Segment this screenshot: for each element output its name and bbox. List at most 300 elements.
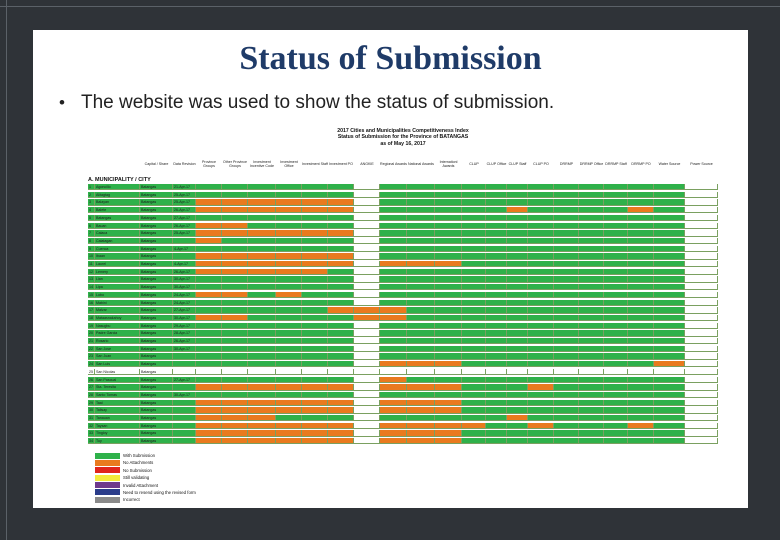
table-cell: 31 [89, 416, 93, 420]
table-cell: 24-Apr-17 [173, 292, 196, 298]
status-cell [276, 284, 302, 290]
status-cell [604, 207, 628, 213]
status-cell [276, 238, 302, 244]
column-header: CLUP PO [533, 161, 549, 166]
table-cell: Batangas [140, 192, 173, 198]
column-header: Capital / Share [144, 161, 169, 166]
status-cell [554, 330, 579, 336]
status-cell [685, 353, 718, 359]
status-cell [276, 438, 302, 444]
status-cell [248, 384, 276, 390]
status-cell [528, 192, 554, 198]
status-cell [435, 292, 462, 298]
status-cell [380, 292, 407, 298]
status-cell [528, 315, 554, 321]
status-cell [248, 346, 276, 352]
status-cell [685, 223, 718, 229]
status-cell [486, 415, 507, 421]
status-cell [302, 246, 328, 252]
status-cell [654, 230, 685, 236]
status-cell [528, 292, 554, 298]
status-cell [604, 307, 628, 313]
table-cell: 12 [89, 269, 93, 274]
table-cell: Ibaan [95, 253, 140, 259]
status-cell [328, 438, 354, 444]
column-header: Water Source [658, 161, 681, 166]
table-row [88, 269, 718, 275]
status-cell [248, 307, 276, 313]
status-cell [554, 300, 579, 306]
column-header: DRRMP Staff [605, 161, 627, 166]
status-cell [328, 223, 354, 229]
status-cell [554, 292, 579, 298]
table-cell: Batangas [140, 261, 173, 267]
status-cell [654, 361, 685, 367]
status-cell [604, 369, 628, 375]
status-cell [248, 438, 276, 444]
status-cell [328, 338, 354, 344]
status-cell [435, 377, 462, 383]
status-cell [328, 199, 354, 205]
status-cell [486, 246, 507, 252]
table-cell: 16 [89, 300, 93, 305]
status-cell [685, 315, 718, 321]
status-cell [196, 323, 222, 329]
status-cell [654, 407, 685, 413]
status-cell [604, 384, 628, 390]
status-cell [407, 377, 435, 383]
table-cell: Batangas [140, 230, 173, 236]
table-row [88, 377, 718, 383]
status-cell [528, 276, 554, 282]
status-cell [248, 253, 276, 259]
table-cell: 18 [89, 315, 93, 320]
status-cell [302, 392, 328, 398]
status-cell [604, 323, 628, 329]
status-cell [628, 330, 654, 336]
status-cell [507, 269, 528, 275]
table-cell: Batangas [140, 423, 173, 429]
status-cell [380, 400, 407, 406]
column-header: National Awards [408, 161, 434, 166]
table-cell: 24 [89, 362, 93, 367]
column-header: CLUP [469, 161, 479, 166]
status-cell [328, 346, 354, 352]
status-cell [222, 353, 248, 359]
status-cell [528, 338, 554, 344]
bullet-text: The website was used to show the status of submission. [81, 92, 555, 113]
status-cell [462, 207, 486, 213]
status-cell [222, 407, 248, 413]
table-cell: 28-Apr-17 [173, 330, 196, 336]
status-cell [354, 338, 380, 344]
status-cell [462, 330, 486, 336]
status-cell [507, 438, 528, 444]
status-cell [196, 238, 222, 244]
status-cell [628, 230, 654, 236]
status-cell [380, 353, 407, 359]
status-cell [196, 377, 222, 383]
table-cell: Mataasnakahoy [95, 315, 140, 321]
status-cell [628, 438, 654, 444]
status-cell [196, 400, 222, 406]
status-cell [435, 307, 462, 313]
status-cell [407, 423, 435, 429]
status-cell [354, 384, 380, 390]
table-cell: Lipa [95, 284, 140, 290]
status-cell [276, 199, 302, 205]
table-row [88, 330, 718, 336]
status-cell [196, 223, 222, 229]
table-row [88, 199, 718, 205]
status-cell [654, 215, 685, 221]
status-cell [628, 292, 654, 298]
table-cell: 30-Apr-17 [173, 276, 196, 282]
table-cell: 25-Apr-17 [173, 192, 196, 198]
table-cell: Lobo [95, 292, 140, 298]
status-cell [685, 346, 718, 352]
status-cell [486, 369, 507, 375]
table-cell: Batangas [140, 199, 173, 205]
status-cell [554, 223, 579, 229]
table-row [88, 230, 718, 236]
status-cell [354, 415, 380, 421]
status-cell [380, 199, 407, 205]
status-cell [276, 415, 302, 421]
table-cell: Batangas [140, 377, 173, 383]
status-cell [222, 284, 248, 290]
status-cell [380, 323, 407, 329]
legend-label: Invalid Attachment [123, 482, 159, 488]
status-cell [604, 346, 628, 352]
table-cell: Padre Garcia [95, 330, 140, 336]
status-cell [507, 184, 528, 190]
status-cell [196, 430, 222, 436]
status-cell [462, 338, 486, 344]
table-cell: Batangas [140, 269, 173, 275]
status-cell [685, 292, 718, 298]
status-cell [579, 269, 604, 275]
status-cell [276, 377, 302, 383]
status-cell [407, 207, 435, 213]
status-cell [528, 330, 554, 336]
status-cell [528, 438, 554, 444]
status-cell [435, 400, 462, 406]
status-cell [462, 292, 486, 298]
status-cell [196, 246, 222, 252]
legend-item [95, 467, 255, 474]
column-header: Province Groups [202, 159, 216, 168]
status-cell [604, 192, 628, 198]
table-cell: 28 [89, 392, 93, 397]
status-cell [462, 377, 486, 383]
status-cell [222, 415, 248, 421]
table-cell: Batangas [140, 215, 173, 221]
status-cell [302, 276, 328, 282]
status-cell [380, 384, 407, 390]
status-cell [604, 253, 628, 259]
status-cell [380, 276, 407, 282]
status-cell [462, 392, 486, 398]
status-cell [486, 207, 507, 213]
status-cell [528, 230, 554, 236]
status-cell [579, 284, 604, 290]
status-cell [435, 346, 462, 352]
status-cell [486, 269, 507, 275]
status-cell [528, 369, 554, 375]
status-cell [196, 269, 222, 275]
status-cell [685, 253, 718, 259]
status-cell [579, 392, 604, 398]
status-cell [528, 238, 554, 244]
table-cell: Batangas [140, 338, 173, 344]
status-cell [507, 246, 528, 252]
status-cell [435, 407, 462, 413]
status-cell [685, 392, 718, 398]
status-cell [507, 300, 528, 306]
status-cell [507, 284, 528, 290]
status-cell [685, 384, 718, 390]
spreadsheet-image [88, 128, 718, 503]
status-cell [528, 253, 554, 259]
table-cell [173, 430, 196, 436]
status-cell [276, 330, 302, 336]
status-cell [654, 184, 685, 190]
table-cell: 10 [89, 254, 93, 259]
column-header: Investment PO [329, 161, 353, 166]
status-cell [554, 423, 579, 429]
table-cell: Batangas [140, 400, 173, 406]
status-cell [507, 377, 528, 383]
status-cell [248, 292, 276, 298]
status-cell [507, 253, 528, 259]
section-label: A. MUNICIPALITY / CITY [88, 177, 151, 183]
status-cell [196, 330, 222, 336]
status-cell [248, 230, 276, 236]
table-cell: Batangas [140, 207, 173, 213]
status-cell [196, 438, 222, 444]
status-cell [248, 223, 276, 229]
table-cell [173, 415, 196, 421]
status-cell [579, 361, 604, 367]
sheet-title-line: Status of Submission for the Province of BATANGAS [337, 134, 469, 141]
status-cell [248, 276, 276, 282]
table-cell: 23 [89, 354, 93, 359]
status-cell [554, 392, 579, 398]
table-cell: 4-Apr-17 [173, 246, 196, 252]
status-cell [407, 292, 435, 298]
status-cell [554, 261, 579, 267]
status-cell [196, 215, 222, 221]
status-cell [462, 253, 486, 259]
status-cell [222, 199, 248, 205]
status-cell [354, 346, 380, 352]
status-cell [328, 400, 354, 406]
table-cell: Batangas [140, 276, 173, 282]
status-cell [486, 430, 507, 436]
status-cell [554, 246, 579, 252]
status-cell [302, 230, 328, 236]
status-cell [380, 430, 407, 436]
status-cell [354, 284, 380, 290]
status-cell [528, 430, 554, 436]
table-cell: 25-Apr-17 [173, 199, 196, 205]
status-cell [435, 192, 462, 198]
table-row [88, 400, 718, 406]
status-cell [628, 361, 654, 367]
table-row [88, 253, 718, 259]
status-cell [248, 199, 276, 205]
column-header: DRRMP Office [579, 161, 604, 166]
status-cell [507, 207, 528, 213]
column-header: Investment Office [280, 159, 298, 168]
table-cell: Balayan [95, 199, 140, 205]
status-cell [222, 261, 248, 267]
table-row [88, 384, 718, 390]
status-cell [604, 215, 628, 221]
table-cell: Taal [95, 400, 140, 406]
status-cell [628, 430, 654, 436]
status-cell [328, 307, 354, 313]
status-cell [435, 253, 462, 259]
table-cell: 30 [89, 408, 93, 413]
status-cell [354, 323, 380, 329]
status-cell [579, 377, 604, 383]
status-cell [248, 215, 276, 221]
table-cell: Batangas [95, 215, 140, 221]
status-cell [628, 253, 654, 259]
status-cell [507, 192, 528, 198]
status-cell [354, 330, 380, 336]
status-cell [654, 253, 685, 259]
status-cell [462, 238, 486, 244]
status-cell [685, 415, 718, 421]
status-cell [380, 207, 407, 213]
table-cell: Batangas [140, 353, 173, 359]
status-cell [554, 184, 579, 190]
status-cell [528, 353, 554, 359]
status-cell [654, 438, 685, 444]
status-cell [380, 315, 407, 321]
table-row [88, 392, 718, 398]
status-cell [222, 192, 248, 198]
status-cell [654, 238, 685, 244]
status-cell [628, 192, 654, 198]
legend-label: Incorrect [123, 497, 140, 503]
legend-swatch [95, 497, 120, 503]
table-row [88, 192, 718, 198]
status-cell [276, 407, 302, 413]
status-cell [222, 361, 248, 367]
status-cell [302, 284, 328, 290]
table-cell: Batangas [140, 323, 173, 329]
status-cell [462, 315, 486, 321]
status-cell [222, 377, 248, 383]
status-cell [462, 346, 486, 352]
status-cell [302, 423, 328, 429]
column-header: DRRMP PO [631, 161, 651, 166]
status-cell [604, 238, 628, 244]
table-cell: Batangas [140, 384, 173, 390]
status-cell [685, 276, 718, 282]
status-cell [685, 438, 718, 444]
status-cell [222, 400, 248, 406]
table-cell: 33 [89, 431, 93, 436]
status-cell [554, 415, 579, 421]
status-cell [554, 338, 579, 344]
table-row [88, 346, 718, 352]
table-row [88, 276, 718, 282]
status-cell [222, 230, 248, 236]
table-cell: Batangas [140, 407, 173, 413]
status-cell [354, 307, 380, 313]
status-cell [628, 423, 654, 429]
status-cell [604, 246, 628, 252]
status-cell [196, 392, 222, 398]
status-cell [222, 207, 248, 213]
legend-label: No Submission [123, 467, 152, 473]
status-cell [328, 215, 354, 221]
status-cell [248, 284, 276, 290]
status-cell [654, 369, 685, 375]
status-cell [685, 184, 718, 190]
status-cell [276, 230, 302, 236]
table-cell: 27-Apr-17 [173, 377, 196, 383]
status-cell [222, 223, 248, 229]
table-cell: Batangas [140, 361, 173, 367]
table-cell: 17 [89, 308, 93, 313]
status-cell [196, 276, 222, 282]
legend-item [95, 459, 255, 466]
status-cell [407, 215, 435, 221]
status-cell [435, 369, 462, 375]
status-cell [196, 315, 222, 321]
status-cell [628, 323, 654, 329]
table-cell: Nasugbu [95, 323, 140, 329]
legend-item [95, 452, 255, 459]
status-cell [579, 423, 604, 429]
status-cell [407, 392, 435, 398]
table-cell: 4 [88, 207, 95, 213]
status-cell [486, 300, 507, 306]
status-cell [407, 230, 435, 236]
table-row [88, 207, 718, 213]
status-cell [302, 215, 328, 221]
status-cell [554, 284, 579, 290]
status-cell [554, 307, 579, 313]
status-cell [604, 430, 628, 436]
status-cell [407, 415, 435, 421]
status-cell [276, 384, 302, 390]
status-cell [507, 415, 528, 421]
table-cell: Lian [95, 276, 140, 282]
bullet-icon: • [59, 93, 65, 112]
status-cell [528, 415, 554, 421]
status-cell [554, 361, 579, 367]
table-row [88, 284, 718, 290]
status-cell [579, 199, 604, 205]
legend-swatch [95, 482, 120, 488]
status-cell [579, 307, 604, 313]
status-cell [685, 246, 718, 252]
status-cell [222, 369, 248, 375]
status-cell [654, 377, 685, 383]
table-cell: Batangas [140, 330, 173, 336]
status-cell [486, 253, 507, 259]
status-cell [222, 330, 248, 336]
table-cell: 30-Apr-17 [173, 284, 196, 290]
table-cell [173, 253, 196, 259]
